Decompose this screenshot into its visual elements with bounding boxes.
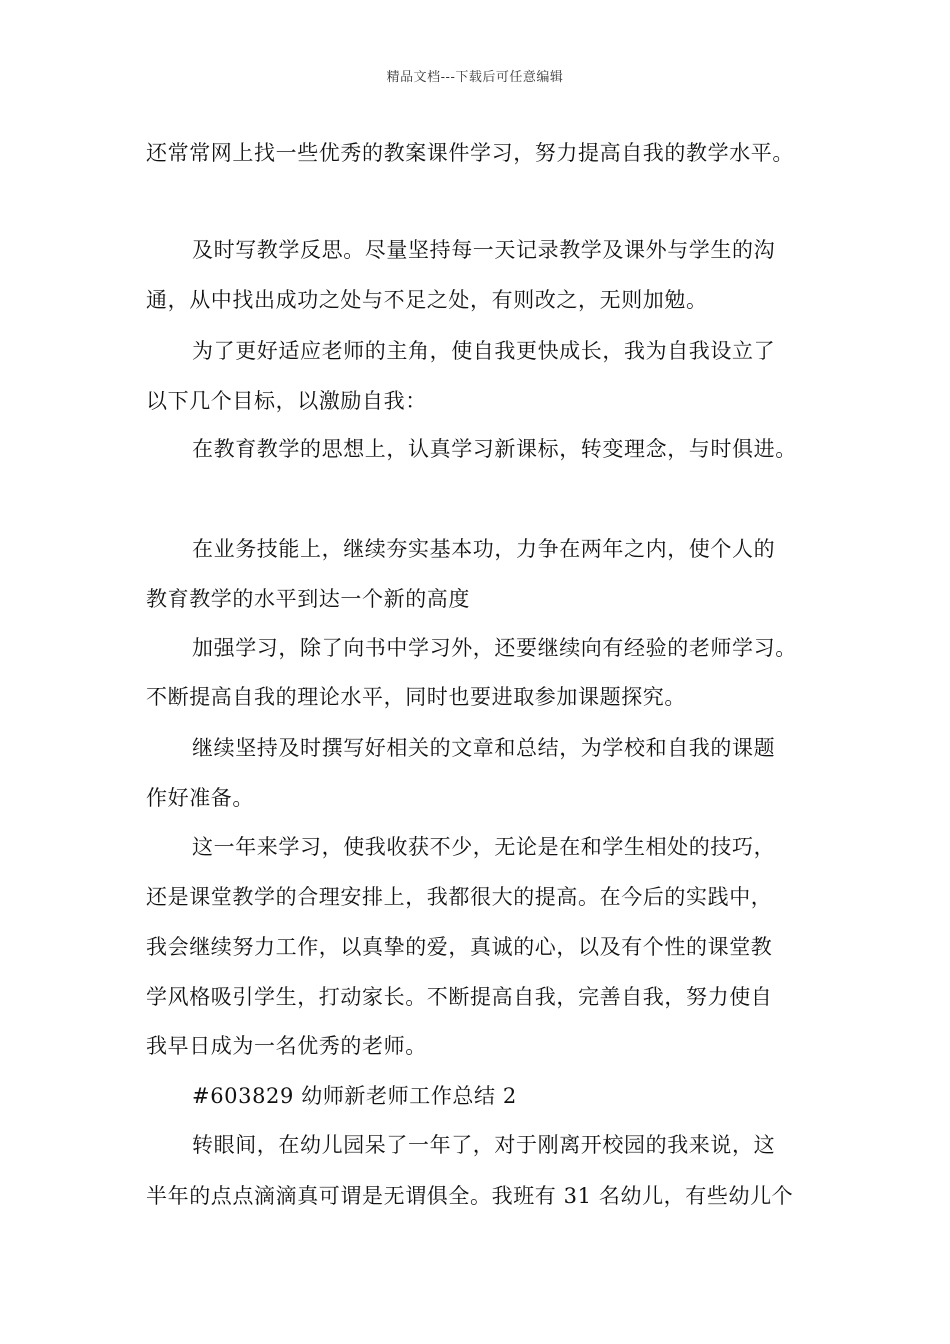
text-line: 我会继续努力工作，以真挚的爱，真诚的心，以及有个性的课堂教 (146, 935, 773, 959)
text-line: 为了更好适应老师的主角，使自我更快成长，我为自我设立了 (192, 339, 776, 363)
text-line: 还是课堂教学的合理安排上，我都很大的提高。在今后的实践中， (146, 885, 773, 909)
page-header: 精品文档---下载后可任意编辑 (386, 70, 564, 85)
text-line: 我早日成为一名优秀的老师。 (146, 1034, 427, 1058)
text-line: 学风格吸引学生，打动家长。不断提高自我，完善自我，努力使自 (146, 985, 773, 1009)
text-line: 还常常网上找一些优秀的教案课件学习，努力提高自我的教学水平。 (146, 141, 794, 165)
text-line: 转眼间，在幼儿园呆了一年了，对于刚离开校园的我来说，这 (192, 1133, 776, 1157)
text-line: 加强学习，除了向书中学习外，还要继续向有经验的老师学习。 (192, 636, 797, 660)
text-line: 以下几个目标，以激励自我： (146, 389, 427, 413)
text-line: 通，从中找出成功之处与不足之处，有则改之，无则加勉。 (146, 288, 708, 312)
text-line: 继续坚持及时撰写好相关的文章和总结，为学校和自我的课题 (192, 736, 776, 760)
section-heading: #603829 幼师新老师工作总结 2 (192, 1084, 517, 1108)
text-line: 作好准备。 (146, 786, 254, 810)
text-line: 在业务技能上，继续夯实基本功，力争在两年之内，使个人的 (192, 537, 776, 561)
text-line: 这一年来学习，使我收获不少，无论是在和学生相处的技巧， (192, 835, 776, 859)
text-line: 教育教学的水平到达一个新的高度 (146, 587, 470, 611)
text-line: 及时写教学反思。尽量坚持每一天记录教学及课外与学生的沟 (192, 238, 776, 262)
text-line: 在教育教学的思想上，认真学习新课标，转变理念，与时俱进。 (192, 437, 797, 461)
text-line: 半年的点点滴滴真可谓是无谓俱全。我班有 31 名幼儿，有些幼儿个 (146, 1184, 794, 1208)
text-line: 不断提高自我的理论水平，同时也要进取参加课题探究。 (146, 685, 686, 709)
